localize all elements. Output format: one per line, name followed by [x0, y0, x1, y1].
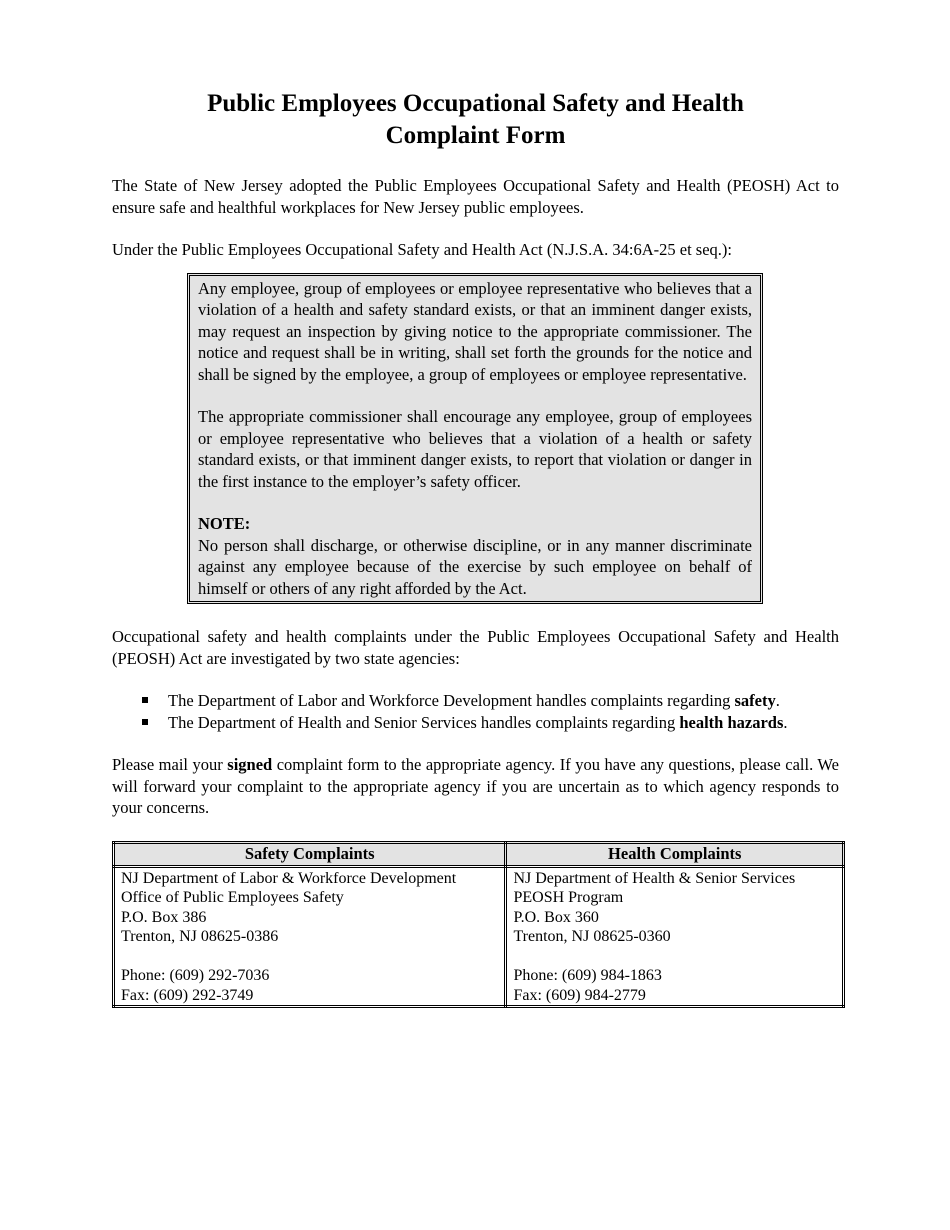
bullet-icon: [142, 719, 148, 725]
health-agency: NJ Department of Health & Senior Services: [513, 869, 796, 887]
health-city: Trenton, NJ 08625-0360: [513, 928, 671, 945]
list-item: [112, 690, 839, 712]
health-phone: Phone: (609) 984-1863: [513, 967, 662, 984]
bullet-icon: [142, 697, 148, 703]
health-fax: Fax: (609) 984-2779: [513, 986, 646, 1004]
health-contact-cell: [506, 866, 844, 1007]
table-row: [114, 866, 844, 1007]
intro-paragraph: The State of New Jersey adopted the Public Employees Occupational Safety and Health (PEOSH) Act to ensure safe and healthful workplaces for New Jersey public employees.: [112, 176, 839, 217]
safety-contact-cell: [114, 866, 506, 1007]
contact-table: [112, 841, 845, 1009]
note-text: No person shall discharge, or otherwise discipline, or in any manner discriminate against any employee because of the exercise by such employee on behalf of himself or others of any right afforded by the Act.: [198, 535, 752, 598]
health-office: PEOSH Program: [513, 889, 624, 906]
safety-office: Office of Public Employees Safety: [121, 889, 344, 906]
investigation-paragraph: Occupational safety and health complaints under the Public Employees Occupational Safety and Health (PEOSH) Act are investigated by two state agencies:: [112, 627, 839, 668]
document-page: [112, 88, 839, 1008]
list-item-text: The Department of Labor and Workforce Development handles complaints regarding safety.: [168, 691, 780, 710]
health-header: Health Complaints: [506, 842, 844, 866]
safety-po-box: P.O. Box 386: [121, 908, 207, 926]
act-quote-box: [187, 273, 763, 605]
safety-agency: NJ Department of Labor & Workforce Development: [121, 869, 457, 887]
health-po-box: P.O. Box 360: [513, 908, 599, 926]
page-title: [112, 88, 839, 152]
quote-paragraph-2: The appropriate commissioner shall encourage any employee, group of employees or employee representative who believes that a violation of a health or safety standard exists, or that imminent danger exists, to report that violation or danger in the first instance to the employer’s safety officer.: [198, 407, 752, 491]
list-item-text: The Department of Health and Senior Services handles complaints regarding health hazards.: [168, 712, 788, 732]
title-line-1: Public Employees Occupational Safety and Health: [207, 90, 744, 117]
title-line-2: Complaint Form: [385, 122, 566, 149]
quote-paragraph-1: Any employee, group of employees or employee representative who believes that a violation of a health and safety standard exists, or that an imminent danger exists, may request an inspection by giving notice to the appropriate commissioner. The notice and request shall be in writing, shall set forth the grounds for the notice and shall be signed by the employee, a group of employees or employee representative.: [198, 278, 752, 384]
table-header-row: [114, 842, 844, 866]
safety-phone: Phone: (609) 292-7036: [121, 967, 270, 984]
mail-instructions: Please mail your signed complaint form to the appropriate agency. If you have any questions, please call. We will forward your complaint to the appropriate agency if you are uncertain as to which agency responds to your concerns.: [112, 755, 839, 817]
safety-city: Trenton, NJ 08625-0386: [121, 928, 279, 945]
act-reference: Under the Public Employees Occupational Safety and Health Act (N.J.S.A. 34:6A-25 et seq.):: [112, 240, 732, 259]
agency-list: [112, 690, 839, 733]
note-label: NOTE:: [198, 514, 251, 533]
list-item: [112, 712, 839, 734]
safety-header: Safety Complaints: [114, 842, 506, 866]
safety-fax: Fax: (609) 292-3749: [121, 986, 254, 1004]
